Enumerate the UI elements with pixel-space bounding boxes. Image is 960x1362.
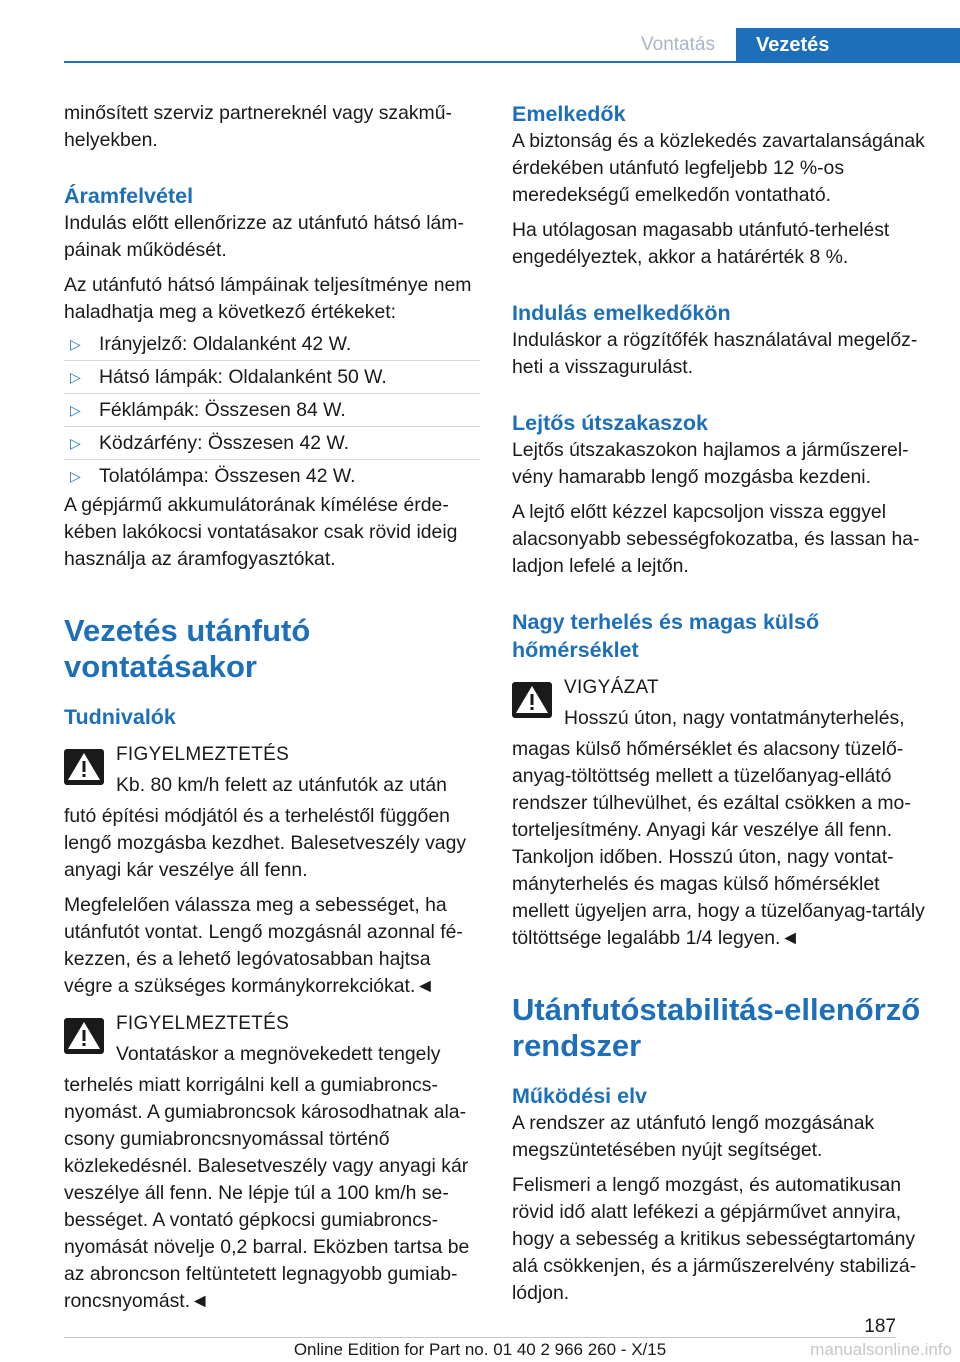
triangle-bullet-icon: ▷: [70, 402, 81, 418]
warning-first-line: Kb. 80 km/h felett az utánfutók az után: [116, 774, 447, 796]
warning-text: terhelés miatt korrigálni kell a gumiabroncsnyomást. A gumiabroncsok károsodhatnak alacsony gumiabroncsnyomással történő közlekedésnél. Balesetveszély vagy anyagi kár veszélye áll fenn. Ne lépje túl a 100 km/h sebességet. A vontató gépkocsi gumiabroncsnyomását növelje 0,2 barral. Eközben tartsa be az abroncson feltüntetett legnagyobb gumiabroncsnyomást.◄: [64, 1074, 470, 1312]
triangle-bullet-icon: ▷: [70, 369, 81, 385]
slopes-text-1: A biztonság és a közlekedés zavartalanságának érdekében utánfutó legfeljebb 12 %-os meredekségű emelkedőn vontatható.: [512, 130, 925, 206]
triangle-bullet-icon: ▷: [70, 435, 81, 451]
chapter-tab: Vontatás: [641, 34, 715, 55]
watermark: manualsonline.info: [810, 1340, 952, 1359]
list-item: ▷ Tolatólámpa: Összesen 42 W.: [64, 459, 480, 492]
caution-block: [512, 674, 928, 952]
heading-towing: Vezetés utánfutó vontatásakor: [64, 613, 311, 684]
left-column: [64, 100, 480, 1323]
warning-title: FIGYELMEZTETÉS: [116, 744, 290, 765]
battery-text: A gépjármű akkumulátorának kímélése érdekében lakókocsi vontatásakor csak rövid ideig használja az áramfogyasztókat.: [64, 494, 458, 570]
warning-text-2: Megfelelően válassza meg a sebességet, ha utánfutót vontat. Lengő mozgásnál azonnal fékezzen, és a lehető legóvatosabban hajtsa végre a szükséges kormánykorrekciókat.◄: [64, 894, 463, 997]
start-text: Induláskor a rögzítőfék használatával megelőzheti a visszagurulást.: [512, 329, 918, 378]
principle-text-2: Felismeri a lengő mozgást, és automatikusan rövid idő alatt lefékezi a gépjárművet annyira, hogy a sebesség a kritikus sebességtartomány alá csökkenjen, és a járműszerelvény stabilizálódjon.: [512, 1174, 917, 1304]
warning-text: futó építési módjától és a terheléstől függően lengő mozgásba kezdhet. Balesetveszély vagy anyagi kár veszélye áll fenn.: [64, 805, 467, 881]
heading-downhill: Lejtős útszakaszok: [512, 411, 708, 435]
triangle-bullet-icon: ▷: [70, 336, 81, 352]
heading-tsc: Utánfutóstabilitás-ellenőrző rendszer: [512, 992, 921, 1063]
heading-slopes: Emelkedők: [512, 102, 626, 126]
warning-icon: [64, 749, 104, 785]
principle-text-1: A rendszer az utánfutó lengő mozgásának megszüntetésében nyújt segítséget.: [512, 1112, 875, 1161]
list-item: ▷ Irányjelző: Oldalanként 42 W.: [64, 328, 480, 360]
warning-title: FIGYELMEZTETÉS: [116, 1013, 290, 1034]
caution-first-line: Hosszú úton, nagy vontatmányterhelés,: [564, 707, 905, 729]
heading-heat: Nagy terhelés és magas külső hőmérséklet: [512, 610, 820, 662]
warning-icon: [64, 1018, 104, 1054]
warning-first-line: Vontatáskor a megnövekedett tengely: [116, 1043, 441, 1065]
section-tab: Vezetés: [736, 28, 960, 62]
triangle-bullet-icon: ▷: [70, 468, 81, 484]
heading-current: Áramfelvétel: [64, 184, 194, 208]
caution-text: magas külső hőmérséklet és alacsony tüzelőanyag-töltöttség mellett a tüzelőanyag-ellátó rendszer túlhevülhet, és ezáltal csökken a motorteljesítmény. Anyagi kár veszélye áll fenn. Tankoljon időben. Hosszú úton, nagy vontatmányterhelés és magas külső hőmérséklet mellett ügyeljen arra, hogy a tüzelőanyag-tartály töltöttsége legalább 1/4 legyen.◄: [512, 738, 925, 949]
intro-text: minősített szerviz partnereknél vagy szakműhelyekben.: [64, 102, 452, 151]
edition-text: Online Edition for Part no. 01 40 2 966 260 - X/15: [293, 1340, 667, 1359]
heading-principle: Működési elv: [512, 1084, 648, 1108]
warning-icon: [512, 682, 552, 718]
header-rule: [64, 61, 960, 63]
heading-info: Tudnivalók: [64, 705, 176, 729]
lamp-list: [64, 328, 480, 492]
page-header: [0, 0, 960, 62]
downhill-text-2: A lejtő előtt kézzel kapcsoljon vissza eggyel alacsonyabb sebességfokozatba, és lassan haladjon lefelé a lejtőn.: [512, 501, 920, 577]
list-item: ▷ Ködzárfény: Összesen 42 W.: [64, 426, 480, 459]
list-item: ▷ Hátsó lámpák: Oldalanként 50 W.: [64, 360, 480, 393]
slopes-text-2: Ha utólagosan magasabb utánfutó-terhelést engedélyeztek, akkor a határérték 8 %.: [512, 219, 890, 268]
current-text-1: Indulás előtt ellenőrizze az utánfutó hátsó lámpáinak működését.: [64, 212, 464, 261]
warning-block: [64, 1010, 480, 1315]
downhill-text-1: Lejtős útszakaszokon hajlamos a járműszerelvény hamarabb lengő mozgásba kezdeni.: [512, 439, 909, 488]
page-number: 187: [864, 1316, 896, 1337]
caution-title: VIGYÁZAT: [564, 677, 659, 698]
list-item: ▷ Féklámpák: Összesen 84 W.: [64, 393, 480, 426]
warning-block: [64, 741, 480, 1000]
heading-start: Indulás emelkedőkön: [512, 301, 731, 325]
footer-rule: [64, 1337, 896, 1338]
right-column: [512, 100, 928, 1315]
current-text-2: Az utánfutó hátsó lámpáinak teljesítménye nem haladhatja meg a következő értékeket:: [64, 274, 472, 323]
